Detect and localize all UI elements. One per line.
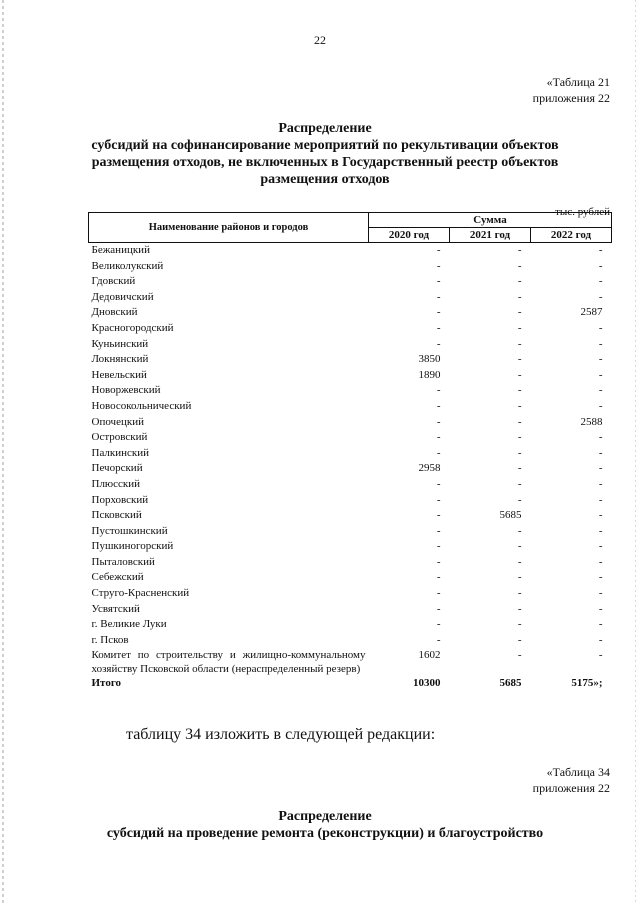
reference-appendix-line: приложения 22	[532, 781, 610, 795]
reference-appendix-line: приложения 22	[532, 91, 610, 105]
sum-cell	[450, 617, 531, 633]
table-row	[89, 321, 612, 337]
table-row	[89, 617, 612, 633]
sum-cell	[531, 555, 612, 571]
table-row	[89, 446, 612, 462]
sum-cell	[531, 259, 612, 275]
table-row	[89, 352, 612, 368]
sum-value: -	[436, 493, 441, 506]
scan-edge-right	[635, 0, 636, 905]
sum-value: -	[517, 618, 522, 631]
table-row-total	[89, 676, 612, 694]
sum-value: -	[598, 649, 603, 662]
table-row	[89, 290, 612, 306]
sum-value: -	[517, 633, 522, 646]
sum-cell	[369, 570, 450, 586]
sum-cell	[369, 617, 450, 633]
sum-value: -	[436, 524, 441, 537]
sum-value: -	[436, 399, 441, 412]
table-row	[89, 524, 612, 540]
sum-cell	[369, 555, 450, 571]
district-name: Великолукский	[91, 259, 164, 272]
sum-value: -	[598, 602, 603, 615]
district-name: Пушкиногорский	[91, 540, 174, 553]
sum-value: -	[598, 477, 603, 490]
sum-value: 10300	[413, 677, 441, 690]
sum-cell	[531, 274, 612, 290]
sum-cell	[369, 477, 450, 493]
sum-cell	[369, 399, 450, 415]
column-header-year: 2020 год	[369, 228, 450, 243]
table-row	[89, 602, 612, 618]
table-row	[89, 633, 612, 649]
sum-cell	[531, 524, 612, 540]
table-row	[89, 461, 612, 477]
district-name: Плюсский	[91, 477, 141, 490]
sum-cell	[450, 555, 531, 571]
sum-cell	[450, 337, 531, 353]
district-name: Пыталовский	[91, 555, 155, 568]
district-name: Палкинский	[91, 446, 150, 459]
sum-value: -	[598, 524, 603, 537]
column-header-sum: Сумма	[369, 213, 612, 228]
district-name: Новоржевский	[91, 384, 161, 397]
sum-cell	[531, 633, 612, 649]
sum-cell	[450, 383, 531, 399]
sum-value: -	[598, 368, 603, 381]
district-name: г. Псков	[91, 633, 129, 646]
district-name: Невельский	[91, 368, 147, 381]
sum-value: -	[436, 275, 441, 288]
sum-value: -	[436, 244, 441, 256]
sum-value: -	[598, 509, 603, 522]
sum-cell	[450, 415, 531, 431]
sum-cell	[450, 539, 531, 555]
table-row	[89, 539, 612, 555]
sum-value: 2588	[580, 415, 603, 428]
sum-cell	[369, 274, 450, 290]
sum-cell	[531, 461, 612, 477]
sum-cell	[369, 352, 450, 368]
sum-value: -	[517, 649, 522, 662]
sum-value: -	[517, 259, 522, 272]
sum-cell	[450, 633, 531, 649]
sum-cell	[531, 508, 612, 524]
sum-value: -	[517, 493, 522, 506]
sum-cell	[531, 493, 612, 509]
sum-value: -	[517, 337, 522, 350]
sum-value: -	[517, 368, 522, 381]
sum-cell	[531, 570, 612, 586]
column-header-year: 2022 год	[531, 228, 612, 243]
sum-cell	[369, 508, 450, 524]
sum-cell	[369, 524, 450, 540]
title-line: размещения отходов, не включенных в Государственный реестр объектов	[91, 155, 559, 170]
district-name: Дновский	[91, 306, 138, 319]
sum-value: -	[436, 540, 441, 553]
sum-cell	[531, 617, 612, 633]
sum-cell	[450, 524, 531, 540]
sum-value: -	[598, 399, 603, 412]
table-row	[89, 477, 612, 493]
sum-cell	[531, 352, 612, 368]
district-name: Бежаницкий	[91, 244, 150, 256]
district-name: Порховский	[91, 493, 149, 506]
sum-value: -	[517, 587, 522, 600]
sum-value: -	[436, 618, 441, 631]
district-name: Красногородский	[91, 321, 174, 334]
district-name: Гдовский	[91, 275, 136, 288]
district-name: Печорский	[91, 462, 143, 475]
sum-value: -	[598, 353, 603, 366]
sum-cell	[450, 648, 531, 676]
sum-cell	[450, 305, 531, 321]
sum-value: -	[598, 244, 603, 256]
column-header-name: Наименование районов и городов	[89, 213, 369, 243]
sum-cell	[369, 243, 450, 259]
sum-cell	[369, 602, 450, 618]
sum-value: -	[517, 290, 522, 303]
table-34-title	[60, 808, 590, 842]
sum-cell	[369, 383, 450, 399]
table-21-title	[60, 120, 590, 188]
sum-cell	[531, 399, 612, 415]
sum-value: -	[598, 540, 603, 553]
sum-value: -	[436, 477, 441, 490]
sum-cell	[450, 290, 531, 306]
sum-value: 5685	[499, 509, 522, 522]
sum-value: 1602	[418, 649, 441, 662]
sum-cell	[369, 493, 450, 509]
sum-value: -	[598, 446, 603, 459]
sum-cell	[531, 477, 612, 493]
sum-value: -	[517, 353, 522, 366]
sum-cell	[369, 586, 450, 602]
table-row	[89, 399, 612, 415]
district-name: Итого	[91, 677, 122, 690]
table-row	[89, 368, 612, 384]
sum-cell	[450, 461, 531, 477]
district-name: Локнянский	[91, 353, 149, 366]
sum-value: -	[517, 415, 522, 428]
sum-cell	[369, 415, 450, 431]
sum-value: -	[517, 321, 522, 334]
sum-value: -	[436, 602, 441, 615]
column-header-year: 2021 год	[450, 228, 531, 243]
sum-value: -	[436, 306, 441, 319]
sum-value: -	[436, 446, 441, 459]
district-name: Струго-Красненский	[91, 587, 190, 600]
table-row	[89, 555, 612, 571]
district-name: Пустошкинский	[91, 524, 168, 537]
sum-cell	[450, 570, 531, 586]
district-name: г. Великие Луки	[91, 618, 167, 631]
sum-value: -	[517, 602, 522, 615]
sum-value: -	[517, 462, 522, 475]
table-row	[89, 243, 612, 259]
sum-cell	[450, 446, 531, 462]
sum-value: -	[598, 259, 603, 272]
sum-cell	[531, 648, 612, 676]
reference-table-line: «Таблица 34	[546, 765, 610, 779]
amendment-instruction: таблицу 34 изложить в следующей редакции:	[126, 726, 436, 743]
district-name: Псковский	[91, 509, 142, 522]
subsidy-table	[88, 212, 612, 694]
sum-cell	[450, 321, 531, 337]
sum-cell	[531, 243, 612, 259]
table-row	[89, 337, 612, 353]
sum-cell	[369, 430, 450, 446]
sum-cell	[450, 243, 531, 259]
sum-cell	[369, 305, 450, 321]
table-row	[89, 274, 612, 290]
sum-cell	[531, 290, 612, 306]
sum-cell	[369, 321, 450, 337]
sum-cell	[450, 602, 531, 618]
sum-cell	[369, 290, 450, 306]
sum-value: -	[436, 431, 441, 444]
sum-value: -	[598, 337, 603, 350]
sum-cell	[369, 539, 450, 555]
sum-value: -	[517, 244, 522, 256]
table-row	[89, 259, 612, 275]
sum-cell	[531, 430, 612, 446]
sum-cell	[450, 274, 531, 290]
sum-cell	[369, 259, 450, 275]
sum-cell	[450, 399, 531, 415]
sum-cell	[369, 676, 450, 694]
sum-cell	[531, 586, 612, 602]
table-row	[89, 493, 612, 509]
sum-cell	[369, 461, 450, 477]
sum-value: 2587	[580, 306, 603, 319]
table-row	[89, 570, 612, 586]
sum-cell	[369, 648, 450, 676]
sum-cell	[531, 676, 612, 694]
sum-value: -	[517, 555, 522, 568]
sum-value: -	[517, 431, 522, 444]
district-name: Куньинский	[91, 337, 149, 350]
title-line: субсидий на проведение ремонта (реконструкции) и благоустройство	[106, 826, 544, 841]
title-line: размещения отходов	[260, 172, 390, 187]
sum-value: -	[598, 555, 603, 568]
table-row	[89, 508, 612, 524]
sum-cell	[531, 368, 612, 384]
sum-cell	[369, 446, 450, 462]
sum-cell	[450, 493, 531, 509]
sum-value: 5175»;	[571, 677, 603, 690]
sum-value: -	[517, 399, 522, 412]
sum-cell	[531, 602, 612, 618]
sum-value: -	[598, 633, 603, 646]
sum-cell	[450, 368, 531, 384]
table-row	[89, 586, 612, 602]
sum-value: -	[436, 509, 441, 522]
sum-cell	[531, 539, 612, 555]
table-row	[89, 415, 612, 431]
district-name: Дедовичский	[91, 290, 154, 303]
sum-value: -	[517, 384, 522, 397]
scan-edge-left	[2, 0, 4, 905]
sum-cell	[369, 633, 450, 649]
sum-value: -	[517, 477, 522, 490]
table-reference-21	[533, 74, 610, 106]
sum-value: -	[598, 493, 603, 506]
district-name: Комитет по строительству и жилищно-коммунальному хозяйству Псковской области (нераспределенный резерв)	[91, 649, 366, 676]
table-row	[89, 383, 612, 399]
sum-cell	[450, 430, 531, 446]
sum-cell	[369, 337, 450, 353]
district-name: Себежский	[91, 571, 144, 584]
sum-value: -	[598, 587, 603, 600]
sum-cell	[450, 508, 531, 524]
sum-cell	[450, 477, 531, 493]
sum-cell	[531, 305, 612, 321]
sum-value: -	[598, 321, 603, 334]
sum-cell	[450, 259, 531, 275]
sum-value: -	[436, 337, 441, 350]
sum-value: -	[598, 571, 603, 584]
page-number: 22	[314, 33, 326, 47]
sum-value: -	[598, 290, 603, 303]
sum-value: -	[598, 384, 603, 397]
sum-value: -	[436, 587, 441, 600]
sum-value: -	[517, 275, 522, 288]
sum-value: -	[598, 431, 603, 444]
sum-cell	[531, 446, 612, 462]
district-name: Опочецкий	[91, 415, 144, 428]
sum-value: 2958	[418, 462, 441, 475]
sum-value: -	[436, 555, 441, 568]
sum-value: -	[436, 321, 441, 334]
district-name: Усвятский	[91, 602, 140, 615]
sum-value: -	[598, 618, 603, 631]
sum-cell	[531, 415, 612, 431]
sum-cell	[450, 352, 531, 368]
reference-table-line: «Таблица 21	[546, 75, 610, 89]
sum-value: -	[517, 446, 522, 459]
sum-value: 3850	[418, 353, 441, 366]
sum-value: -	[436, 384, 441, 397]
sum-cell	[531, 383, 612, 399]
sum-cell	[450, 586, 531, 602]
sum-value: -	[517, 524, 522, 537]
sum-cell	[531, 337, 612, 353]
sum-value: -	[436, 259, 441, 272]
district-name: Островский	[91, 431, 148, 444]
sum-value: -	[517, 306, 522, 319]
sum-value: -	[598, 275, 603, 288]
units-label: тыс. рублей	[555, 206, 610, 218]
title-line: субсидий на софинансирование мероприятий по рекультивации объектов	[91, 138, 559, 153]
table-row	[89, 305, 612, 321]
sum-cell	[531, 321, 612, 337]
sum-value: 5685	[499, 677, 522, 690]
sum-value: -	[517, 540, 522, 553]
title-heading: Распределение	[278, 809, 372, 824]
sum-value: 1890	[418, 368, 441, 381]
sum-value: -	[436, 633, 441, 646]
sum-cell	[450, 676, 531, 694]
sum-cell	[369, 368, 450, 384]
table-row-committee	[89, 648, 612, 676]
sum-value: -	[517, 571, 522, 584]
title-heading: Распределение	[278, 121, 372, 136]
table-reference-34	[533, 764, 610, 796]
district-name: Новосокольнический	[91, 399, 192, 412]
sum-value: -	[436, 571, 441, 584]
table-row	[89, 430, 612, 446]
sum-value: -	[598, 462, 603, 475]
sum-value: -	[436, 290, 441, 303]
sum-value: -	[436, 415, 441, 428]
